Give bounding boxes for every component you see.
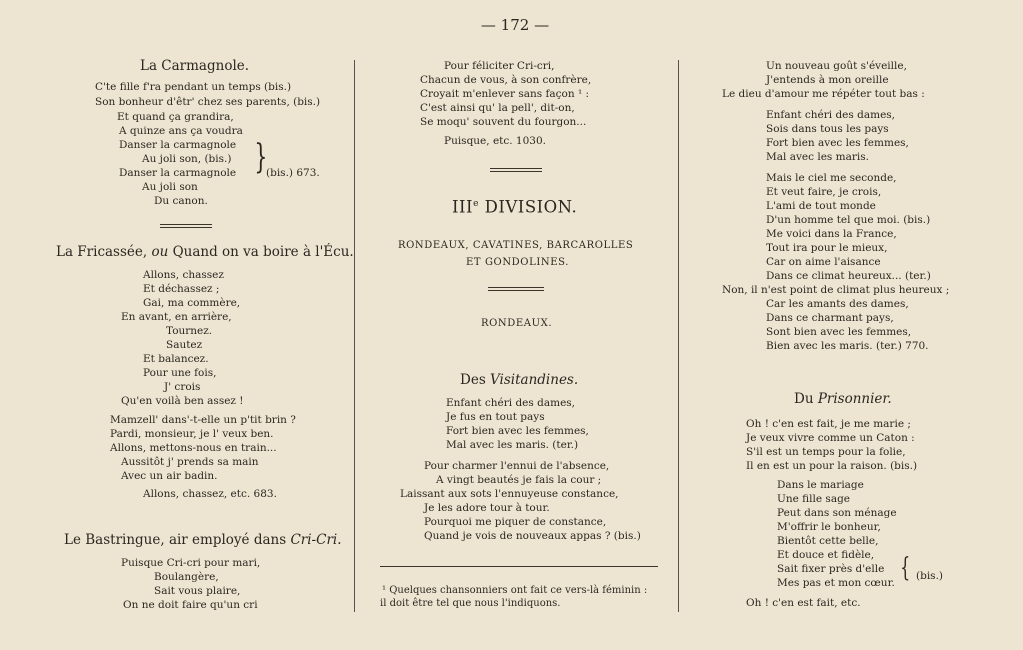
verse-line: Mal avec les maris. xyxy=(766,151,869,163)
verse-line: Dans ce charmant pays, xyxy=(766,312,894,324)
verse-line: Et balancez. xyxy=(143,353,209,365)
verse-line: Qu'en voilà ben assez ! xyxy=(121,395,244,407)
column-rule-left xyxy=(354,60,355,612)
verse-line: On ne doit faire qu'un cri xyxy=(123,599,258,611)
verse-line: Tout ira pour le mieux, xyxy=(766,242,888,254)
verse-line: Bientôt cette belle, xyxy=(777,535,879,547)
verse-line: Et veut faire, je crois, xyxy=(766,186,882,198)
verse-line: En avant, en arrière, xyxy=(121,311,232,323)
verse-line: Puisque Cri-cri pour mari, xyxy=(121,557,261,569)
verse-line: A vingt beautés je fais la cour ; xyxy=(436,474,602,486)
verse-line: D'un homme tel que moi. (bis.) xyxy=(766,214,931,226)
verse-line: Il en est un pour la raison. (bis.) xyxy=(746,460,918,472)
brace-icon: } xyxy=(254,137,268,177)
verse-line: Sois dans tous les pays xyxy=(766,123,889,135)
verse-line: Le dieu d'amour me répéter tout bas : xyxy=(722,88,925,100)
verse-line: Oh ! c'en est fait, je me marie ; xyxy=(746,418,911,430)
verse-line: Non, il n'est point de climat plus heureux ; xyxy=(722,284,950,296)
verse-line: Gai, ma commère, xyxy=(143,297,241,309)
verse-line: Enfant chéri des dames, xyxy=(446,397,576,409)
song-title-prisonnier: Du Prisonnier. xyxy=(794,391,892,407)
footnote-rule xyxy=(380,566,658,567)
verse-line: Son bonheur d'êtr' chez ses parents, (bis.) xyxy=(95,96,321,108)
verse-line: Mal avec les maris. (ter.) xyxy=(446,439,579,451)
verse-line: Mais le ciel me seconde, xyxy=(766,172,897,184)
verse-line: A quinze ans ça voudra xyxy=(119,125,243,137)
division-subtitle: ET GONDOLINES. xyxy=(466,257,570,268)
song-title-fricassee: La Fricassée, ou Quand on va boire à l'Écu. xyxy=(56,244,354,260)
division-subtitle: RONDEAUX, CAVATINES, BARCAROLLES xyxy=(398,240,634,251)
verse-line: Avec un air badin. xyxy=(121,470,218,482)
verse-line: Croyait m'enlever sans façon ¹ : xyxy=(420,88,590,100)
song-title-visitandines: Des Visitandines. xyxy=(460,372,579,388)
verse-line: Pardi, monsieur, je l' veux ben. xyxy=(110,428,274,440)
footnote: ¹ Quelques chansonniers ont fait ce vers-là féminin : xyxy=(382,585,648,596)
verse-line: Enfant chéri des dames, xyxy=(766,109,896,121)
verse-line: Au joli son, (bis.) xyxy=(142,153,232,165)
verse-line: L'ami de tout monde xyxy=(766,200,876,212)
verse-line: Peut dans son ménage xyxy=(777,507,897,519)
song-title-bastringue: Le Bastringue, air employé dans Cri-Cri. xyxy=(64,532,342,548)
repeat-mark: (bis.) xyxy=(916,570,943,582)
verse-line: Sait fixer près d'elle xyxy=(777,563,885,575)
verse-line: Chacun de vous, à son confrère, xyxy=(420,74,592,86)
verse-line: J' crois xyxy=(164,381,201,393)
verse-line: Fort bien avec les femmes, xyxy=(446,425,589,437)
verse-line: Allons, chassez, etc. 683. xyxy=(143,488,277,500)
verse-line: Dans ce climat heureux... (ter.) xyxy=(766,270,931,282)
verse-line: Boulangère, xyxy=(154,571,219,583)
verse-line: S'il est un temps pour la folie, xyxy=(746,446,906,458)
verse-line: Danser la carmagnole xyxy=(119,167,237,179)
verse-line: Oh ! c'en est fait, etc. xyxy=(746,597,861,609)
verse-line: Dans le mariage xyxy=(777,479,864,491)
verse-line: Danser la carmagnole xyxy=(119,139,237,151)
section-title: RONDEAUX. xyxy=(481,318,553,329)
verse-line: Une fille sage xyxy=(777,493,851,505)
verse-line: Au joli son xyxy=(142,181,198,193)
verse-line: Pour charmer l'ennui de l'absence, xyxy=(424,460,610,472)
separator xyxy=(488,287,544,291)
verse-line: Je les adore tour à tour. xyxy=(424,502,550,514)
verse-line: Aussitôt j' prends sa main xyxy=(121,456,259,468)
verse-line: Fort bien avec les femmes, xyxy=(766,137,909,149)
verse-line: Tournez. xyxy=(166,325,213,337)
verse-line: Et douce et fidèle, xyxy=(777,549,875,561)
verse-line: Pour féliciter Cri-cri, xyxy=(444,60,555,72)
separator xyxy=(490,168,542,172)
verse-line: Je fus en tout pays xyxy=(446,411,545,423)
verse-line: J'entends à mon oreille xyxy=(766,74,889,86)
verse-line: Bien avec les maris. (ter.) 770. xyxy=(766,340,929,352)
verse-line: Laissant aux sots l'ennuyeuse constance, xyxy=(400,488,619,500)
verse-line: Sautez xyxy=(166,339,203,351)
verse-line: Je veux vivre comme un Caton : xyxy=(746,432,915,444)
verse-line: Allons, mettons-nous en train... xyxy=(110,442,277,454)
repeat-mark: (bis.) 673. xyxy=(266,167,320,179)
verse-line: Puisque, etc. 1030. xyxy=(444,135,546,147)
verse-line: Me voici dans la France, xyxy=(766,228,897,240)
verse-line: Pourquoi me piquer de constance, xyxy=(424,516,607,528)
verse-line: Se moqu' souvent du fourgon... xyxy=(420,116,587,128)
verse-line: Quand je vois de nouveaux appas ? (bis.) xyxy=(424,530,641,542)
verse-line: C'est ainsi qu' la pell', dit-on, xyxy=(420,102,575,114)
verse-line: M'offrir le bonheur, xyxy=(777,521,881,533)
verse-line: Sait vous plaire, xyxy=(154,585,241,597)
verse-line: Et quand ça grandira, xyxy=(117,111,234,123)
brace-icon: { xyxy=(900,553,911,583)
verse-line: Un nouveau goût s'éveille, xyxy=(766,60,907,72)
column-rule-right xyxy=(678,60,679,612)
verse-line: Sont bien avec les femmes, xyxy=(766,326,912,338)
verse-line: Allons, chassez xyxy=(143,269,224,281)
song-title-carmagnole: La Carmagnole. xyxy=(140,58,250,74)
verse-line: Car on aime l'aisance xyxy=(766,256,881,268)
footnote: il doit être tel que nous l'indiquons. xyxy=(380,598,561,609)
separator xyxy=(160,224,212,228)
verse-line: C'te fille f'ra pendant un temps (bis.) xyxy=(95,81,292,93)
verse-line: Mamzell' dans'-t-elle un p'tit brin ? xyxy=(110,414,296,426)
verse-line: Mes pas et mon cœur. xyxy=(777,577,895,589)
page-number: — 172 — xyxy=(480,16,550,34)
division-title: IIIe DIVISION. xyxy=(452,197,578,217)
verse-line: Pour une fois, xyxy=(143,367,217,379)
verse-line: Et déchassez ; xyxy=(143,283,220,295)
verse-line: Du canon. xyxy=(154,195,208,207)
verse-line: Car les amants des dames, xyxy=(766,298,909,310)
